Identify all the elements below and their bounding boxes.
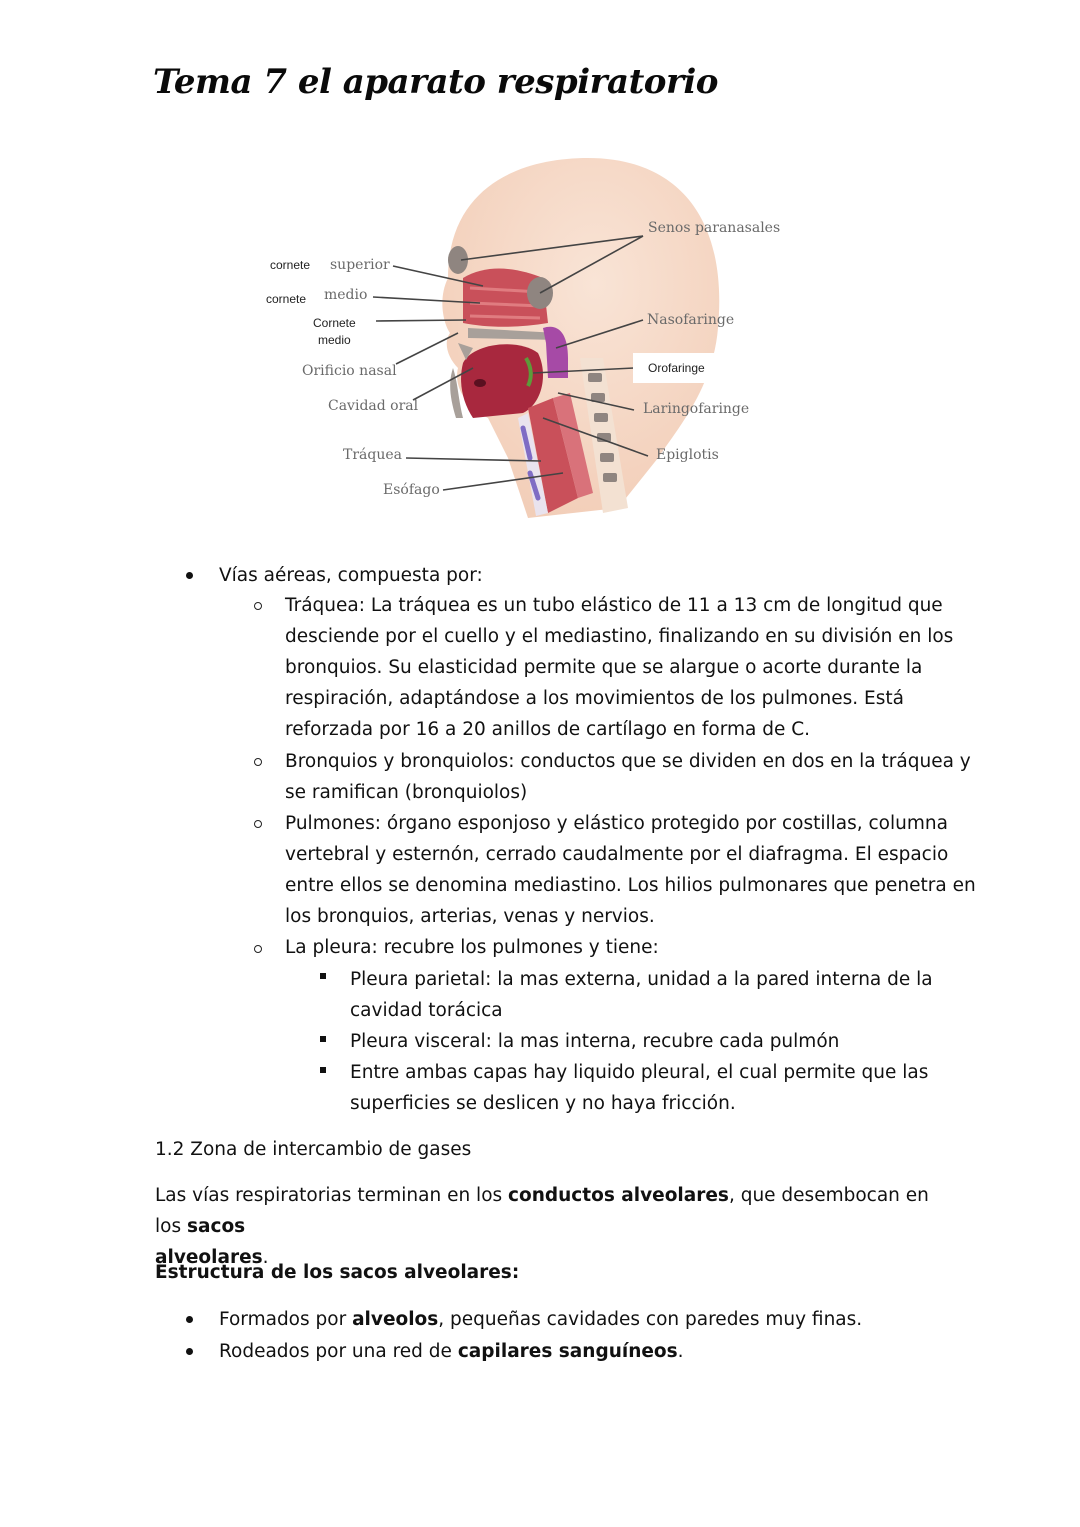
sublist-item-liquido-pleural: Entre ambas capas hay liquido pleural, el cual permite que las superficies se deslicen y no haya fricción. [350, 1062, 929, 1114]
respiratory-anatomy-figure [258, 128, 818, 540]
section-1-2-paragraph: Las vías respiratorias terminan en los conductos alveolares, que desembocan en los sacos alveolares. [155, 1185, 929, 1268]
label-nasofaringe: Nasofaringe [647, 312, 735, 328]
label-cornete-inferior-line2: medio [318, 333, 351, 347]
label-cornete-inferior-line1: Cornete [313, 316, 356, 330]
bullet-disc-icon [186, 1316, 193, 1323]
sublist-item-pleura-parietal: Pleura parietal: la mas externa, unidad a la pared interna de la cavidad torácica [350, 969, 933, 1021]
bullet-circle-icon [254, 758, 262, 766]
bullet-disc-icon [186, 1348, 193, 1355]
structure-heading: Estructura de los sacos alveolares: [155, 1262, 520, 1283]
label-medio: medio [324, 287, 368, 303]
bullet-circle-icon [254, 945, 262, 953]
page-title: Tema 7 el aparato respiratorio [153, 62, 718, 102]
sublist-item-pleura-visceral: Pleura visceral: la mas interna, recubre cada pulmón [350, 1031, 840, 1052]
label-esofago: Esófago [383, 482, 440, 498]
label-cavidad-oral: Cavidad oral [328, 398, 419, 414]
list-item-capilares: Rodeados por una red de capilares sanguíneos. [219, 1341, 684, 1362]
label-epiglotis: Epiglotis [656, 447, 719, 463]
label-orofaringe: Orofaringe [648, 361, 705, 375]
bullet-circle-icon [254, 602, 262, 610]
label-cornete-superior-prefix: cornete [270, 258, 311, 272]
list-item-bronquios: Bronquios y bronquiolos: conductos que se dividen en dos en la tráquea y se ramifican (bronquiolos) [285, 751, 971, 803]
bullet-circle-icon [254, 820, 262, 828]
label-superior: superior [330, 257, 390, 273]
vias-heading: Vías aéreas, compuesta por: [219, 565, 483, 586]
bullet-square-icon [320, 1036, 326, 1042]
section-heading-1-2: 1.2 Zona de intercambio de gases [155, 1139, 472, 1160]
list-item-traquea: Tráquea: La tráquea es un tubo elástico de 11 a 13 cm de longitud que desciende por el cuello y el mediastino, finalizando en su división en los bronquios. Su elasticidad permite que se alargue o acorte durante la respiración, adaptándose a los movimientos de los pulmones. Está reforzada por 16 a 20 anillos de cartílago en forma de C. [285, 595, 954, 740]
bullet-square-icon [320, 973, 326, 979]
label-senos-paranasales: Senos paranasales [648, 220, 781, 236]
label-traquea: Tráquea [343, 447, 402, 463]
list-item-pleura: La pleura: recubre los pulmones y tiene: [285, 937, 659, 958]
list-item-pulmones: Pulmones: órgano esponjoso y elástico protegido por costillas, columna vertebral y esternón, cerrado caudalmente por el diafragma. El espacio entre ellos se denomina mediastino. Los hilios pulmonares que penetra en los bronquios, arterias, venas y nervios. [285, 813, 976, 927]
label-laringofaringe: Laringofaringe [643, 401, 750, 417]
bullet-disc-icon [186, 572, 193, 579]
label-cornete-medio-prefix: cornete [266, 292, 307, 306]
label-orificio-nasal: Orificio nasal [302, 363, 397, 379]
bullet-square-icon [320, 1067, 326, 1073]
list-item-alveolos: Formados por alveolos, pequeñas cavidades con paredes muy finas. [219, 1309, 863, 1330]
